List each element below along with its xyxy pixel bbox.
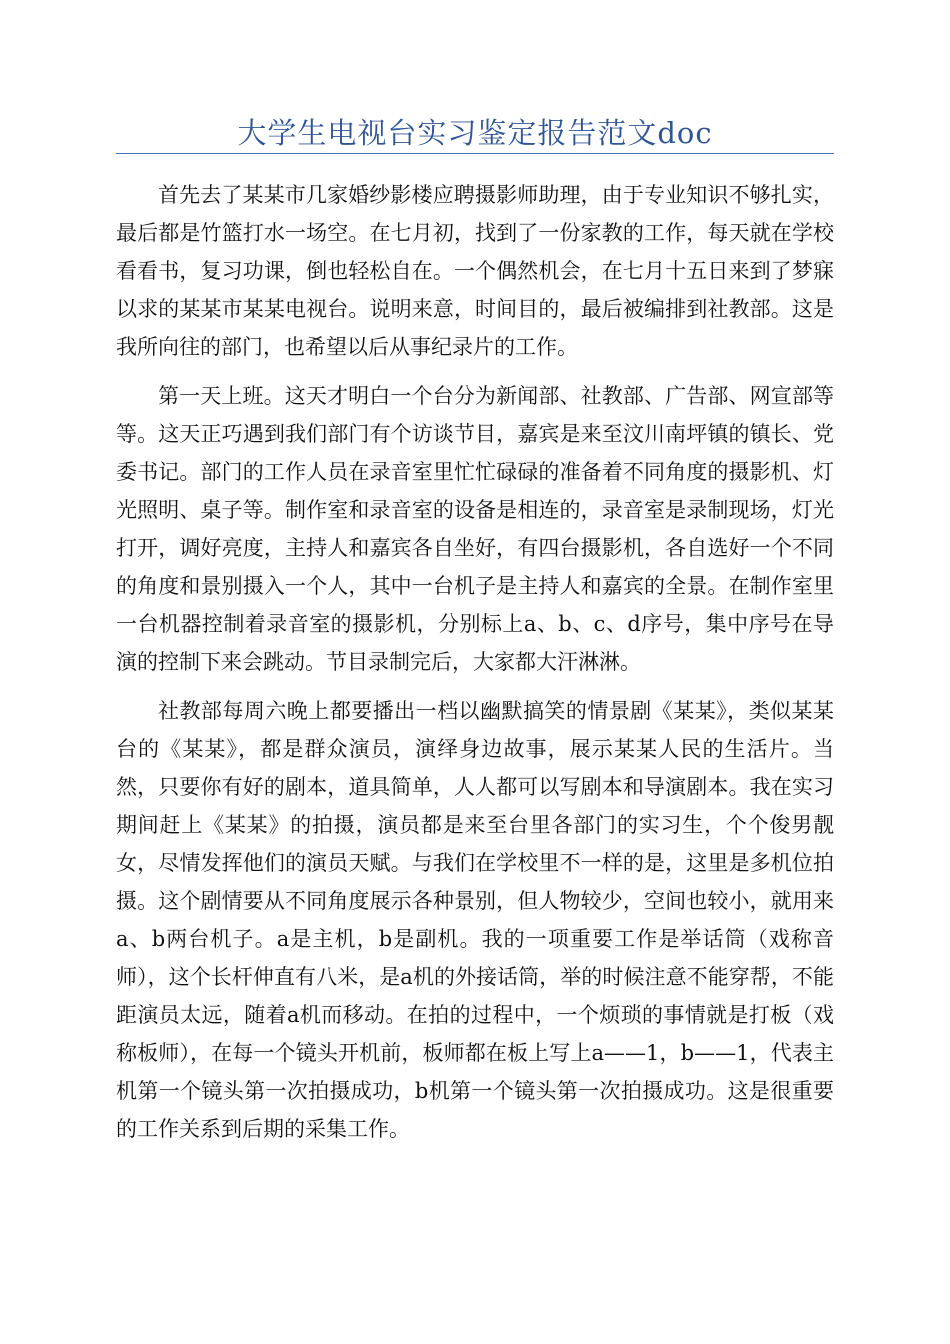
document-title: 大学生电视台实习鉴定报告范文doc (237, 116, 713, 150)
title-underline (116, 153, 834, 154)
document-body (116, 176, 834, 1159)
paragraph-2: 第一天上班。这天才明白一个台分为新闻部、社教部、广告部、网宣部等等。这天正巧遇到我们部门有个访谈节目，嘉宾是来至汶川南坪镇的镇长、党委书记。部门的工作人员在录音室里忙忙碌碌的准备着不同角度的摄影机、灯光照明、桌子等。制作室和录音室的设备是相连的，录音室是录制现场，灯光打开，调好亮度，主持人和嘉宾各自坐好，有四台摄影机，各自选好一个不同的角度和景别摄入一个人，其中一台机子是主持人和嘉宾的全景。在制作室里一台机器控制着录音室的摄影机，分别标上a、b、c、d序号，集中序号在导演的控制下来会跳动。节目录制完后，大家都大汗淋淋。 (116, 384, 834, 674)
paragraph-3: 社教部每周六晚上都要播出一档以幽默搞笑的情景剧《某某》，类似某某台的《某某》，都是群众演员，演绎身边故事，展示某某人民的生活片。当然，只要你有好的剧本，道具简单，人人都可以写剧本和导演剧本。我在实习期间赶上《某某》的拍摄，演员都是来至台里各部门的实习生，个个俊男靓女，尽情发挥他们的演员天赋。与我们在学校里不一样的是，这里是多机位拍摄。这个剧情要从不同角度展示各种景别，但人物较少，空间也较小，就用来a、b两台机子。a是主机，b是副机。我的一项重要工作是举话筒（戏称音师），这个长杆伸直有八米，是a机的外接话筒，举的时候注意不能穿帮，不能距演员太远，随着a机而移动。在拍的过程中，一个烦琐的事情就是打板（戏称板师），在每一个镜头开机前，板师都在板上写上a——1，b——1，代表主机第一个镜头第一次拍摄成功，b机第一个镜头第一次拍摄成功。这是很重要的工作关系到后期的采集工作。 (116, 699, 834, 1141)
paragraph-1: 首先去了某某市几家婚纱影楼应聘摄影师助理，由于专业知识不够扎实，最后都是竹篮打水一场空。在七月初，找到了一份家教的工作，每天就在学校看看书，复习功课，倒也轻松自在。一个偶然机会，在七月十五日来到了梦寐以求的某某市某某电视台。说明来意，时间目的，最后被编排到社教部。这是我所向往的部门，也希望以后从事纪录片的工作。 (116, 183, 834, 359)
